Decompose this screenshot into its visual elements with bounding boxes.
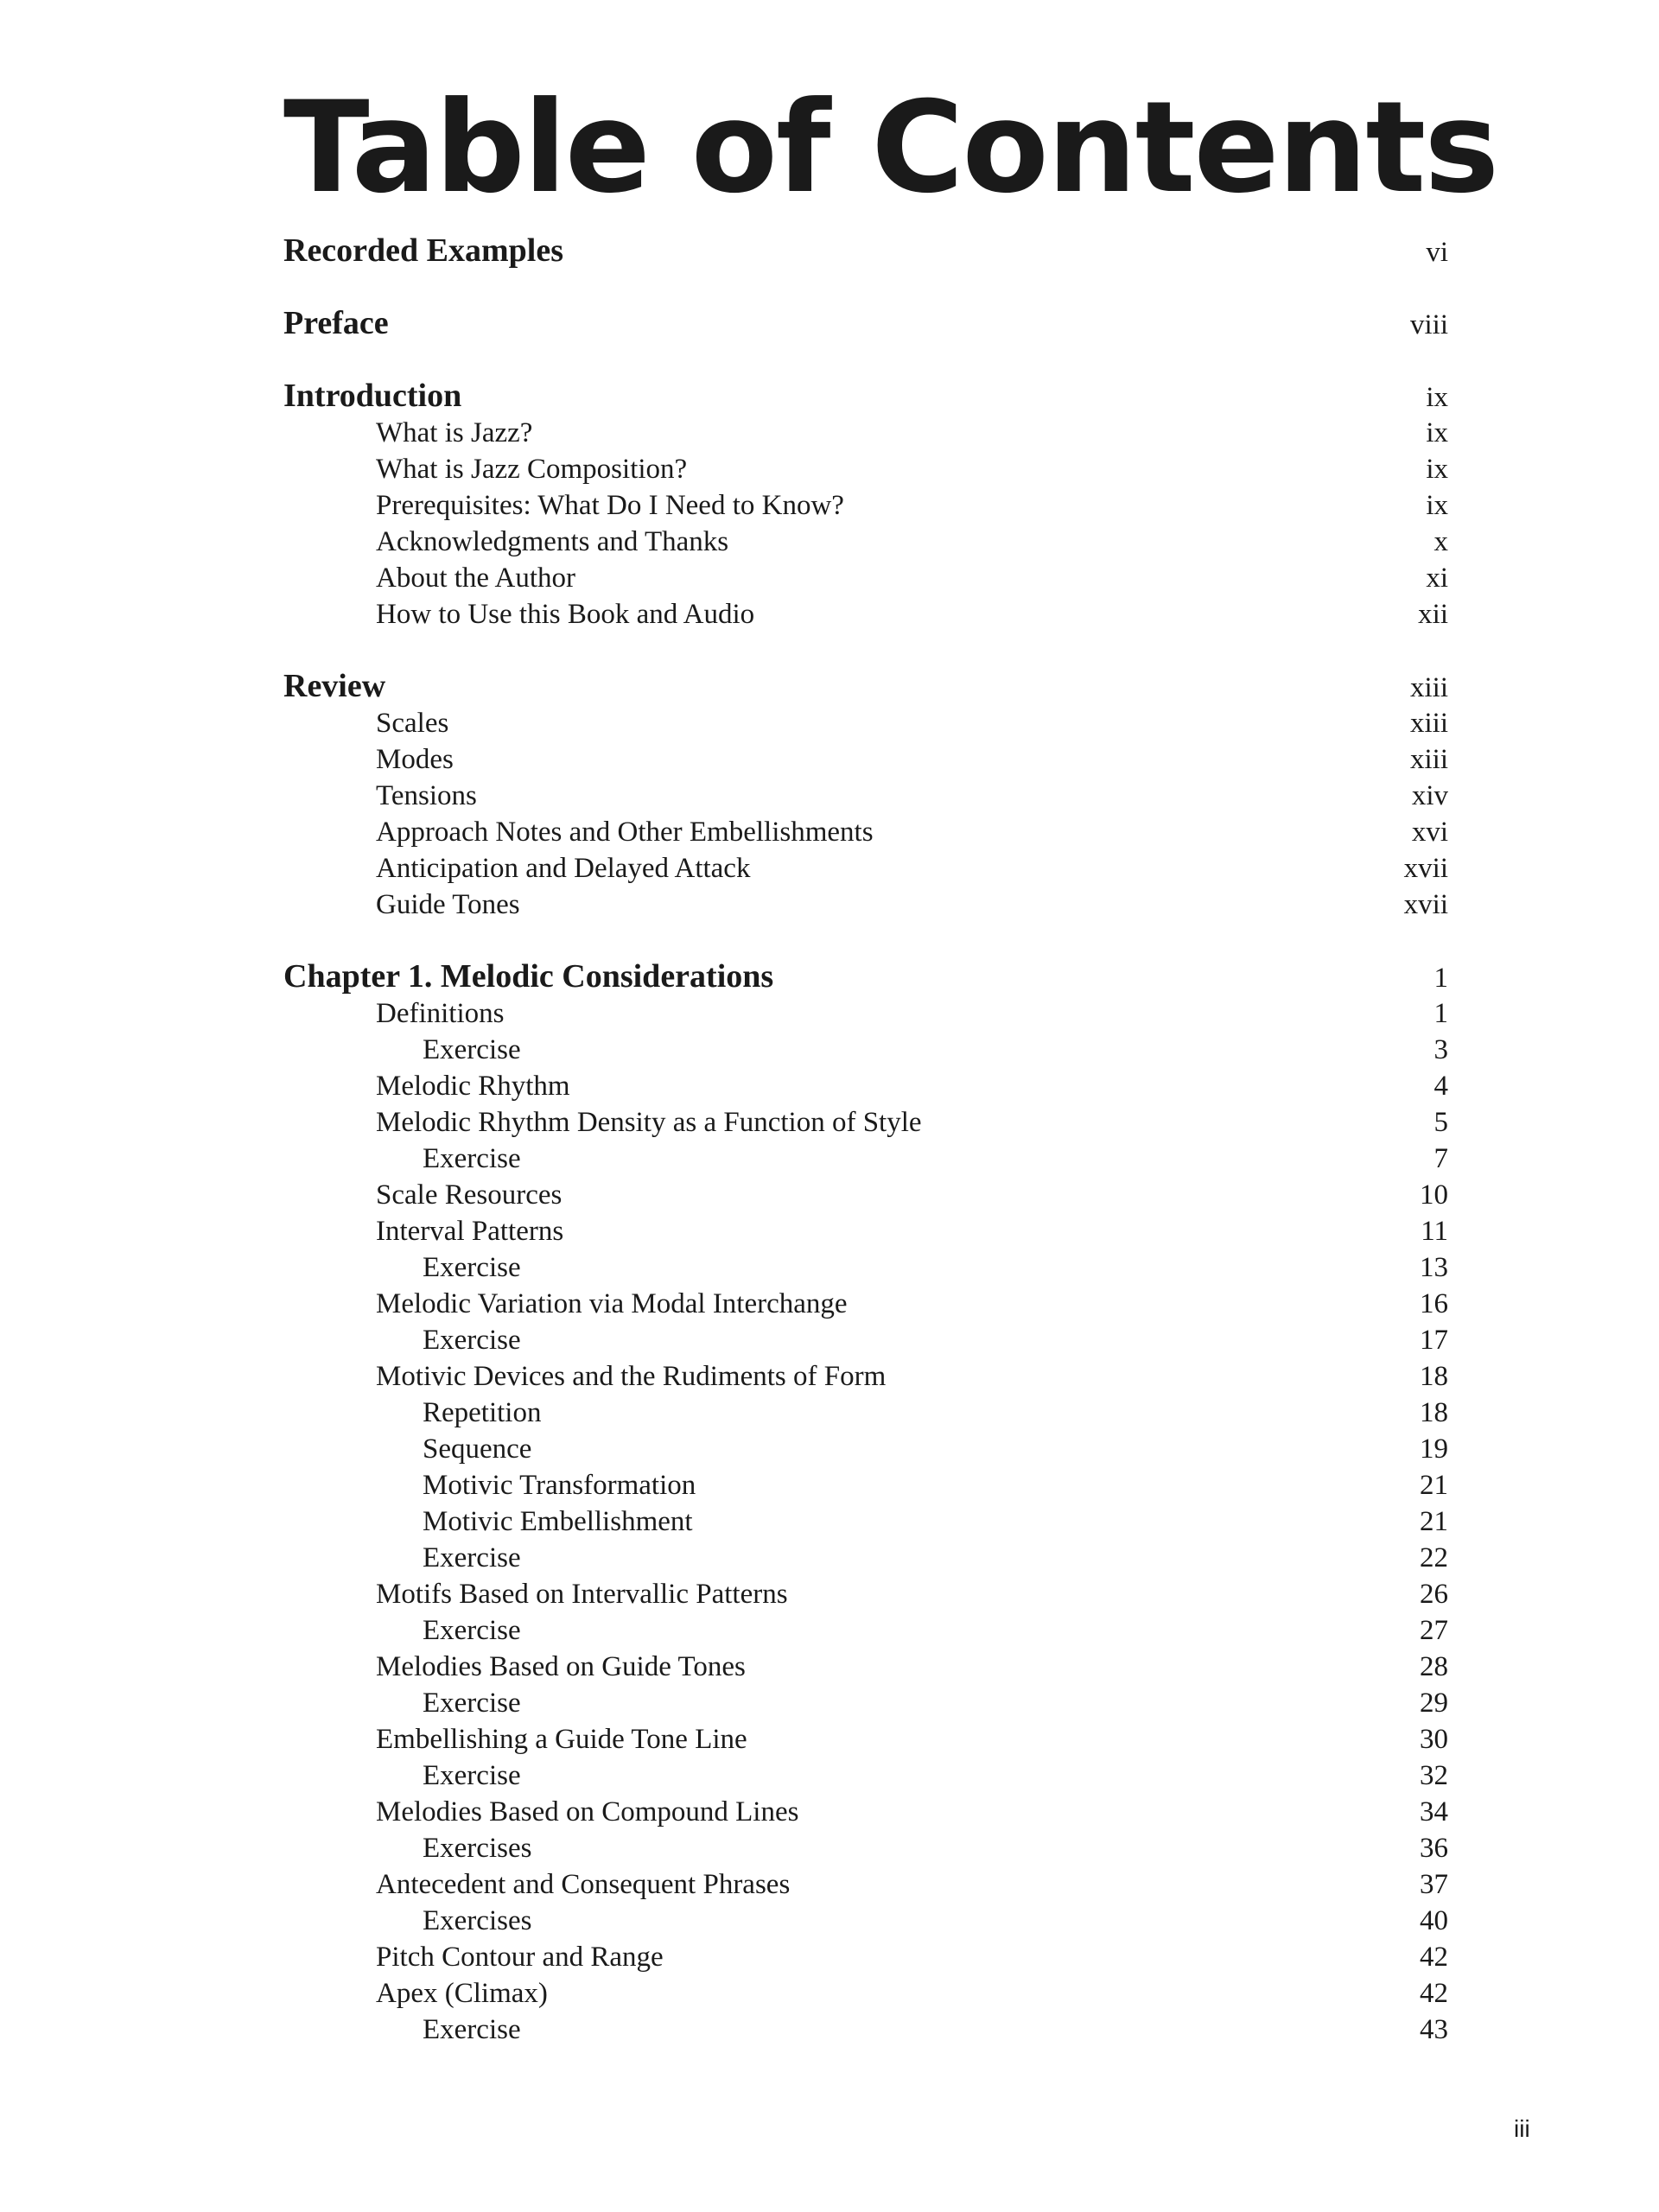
toc-entry-title: Sequence	[423, 1433, 532, 1465]
toc-entry	[283, 1939, 1448, 1975]
toc-subentry	[283, 1758, 1448, 1794]
toc-subentry	[283, 1141, 1448, 1177]
toc-entry-title: Exercise	[423, 1325, 521, 1356]
toc-page-number: xii	[1418, 599, 1448, 630]
toc-entry-title: Exercise	[423, 2014, 521, 2045]
toc-entry-title: Scale Resources	[376, 1179, 563, 1211]
toc-entry-title: Exercise	[423, 1760, 521, 1791]
toc-entry-title: Anticipation and Delayed Attack	[376, 853, 751, 884]
toc-entry-title: How to Use this Book and Audio	[376, 599, 755, 630]
toc-entry	[283, 487, 1448, 524]
toc-page-number: 19	[1420, 1433, 1448, 1465]
toc-entry-title: Scales	[376, 708, 449, 739]
toc-subentry	[283, 2012, 1448, 2048]
toc-entry-title: Apex (Climax)	[376, 1978, 548, 2009]
toc-entry	[283, 1358, 1448, 1395]
toc-section-title: Introduction	[283, 378, 462, 414]
toc-entry-title: Repetition	[423, 1397, 542, 1428]
toc-section-heading	[283, 232, 1448, 270]
toc-entry	[283, 560, 1448, 596]
toc-section-title: Review	[283, 668, 386, 704]
toc-page-number: 30	[1420, 1724, 1448, 1755]
toc-entry-title: Approach Notes and Other Embellishments	[376, 817, 874, 848]
toc-page-number: 17	[1420, 1325, 1448, 1356]
toc-entry-title: What is Jazz?	[376, 417, 533, 448]
toc-subentry	[283, 1830, 1448, 1866]
toc-entry	[283, 1975, 1448, 2012]
toc-section-heading	[283, 304, 1448, 342]
toc-subentry	[283, 1612, 1448, 1649]
toc-subentry	[283, 1249, 1448, 1286]
toc-page-number: xiv	[1411, 780, 1448, 811]
toc-page-number: vi	[1426, 237, 1448, 268]
toc-page-number: 42	[1420, 1942, 1448, 1973]
toc-page-number: ix	[1426, 382, 1448, 413]
toc-entry	[283, 1794, 1448, 1830]
toc-page-number: 11	[1421, 1216, 1448, 1247]
toc-entry	[283, 705, 1448, 741]
toc-entry	[283, 524, 1448, 560]
toc-entry-title: Prerequisites: What Do I Need to Know?	[376, 490, 844, 521]
toc-entry-title: Melodic Rhythm Density as a Function of Style	[376, 1107, 922, 1138]
toc-page-number: 42	[1420, 1978, 1448, 2009]
toc-entry-title: Motifs Based on Intervallic Patterns	[376, 1579, 788, 1610]
toc-entry-title: Exercise	[423, 1034, 521, 1065]
toc-entry-title: Motivic Devices and the Rudiments of Form	[376, 1361, 887, 1392]
toc-entry-title: Acknowledgments and Thanks	[376, 526, 729, 557]
toc-page-number: 7	[1433, 1143, 1448, 1174]
toc-page	[283, 74, 1498, 2048]
toc-entry	[283, 778, 1448, 814]
toc-entry-title: Motivic Transformation	[423, 1470, 696, 1501]
toc-entry-title: Exercises	[423, 1905, 532, 1936]
toc-entry-title: Exercise	[423, 1143, 521, 1174]
toc-page-number: 27	[1420, 1615, 1448, 1646]
toc-page-number: ix	[1426, 490, 1448, 521]
toc-page-number: 16	[1420, 1288, 1448, 1319]
toc-subentry	[283, 1395, 1448, 1431]
toc-entry-title: Tensions	[376, 780, 477, 811]
toc-page-number: viii	[1409, 309, 1448, 340]
toc-entry-title: Exercise	[423, 1542, 521, 1573]
toc-entry-title: Guide Tones	[376, 889, 520, 920]
toc-subentry	[283, 1467, 1448, 1503]
toc-subentry	[283, 1431, 1448, 1467]
toc-entry	[283, 741, 1448, 778]
toc-page-number: 4	[1433, 1071, 1448, 1102]
toc-page-number: 37	[1420, 1869, 1448, 1900]
toc-page-number: xiii	[1409, 744, 1448, 775]
toc-page-number: 10	[1420, 1179, 1448, 1211]
toc-page-number: xiii	[1409, 672, 1448, 703]
toc-page-number: 1	[1433, 998, 1448, 1029]
toc-section-title: Preface	[283, 305, 389, 341]
page-title: Table of Contents	[283, 74, 1498, 221]
toc-entry-title: Modes	[376, 744, 454, 775]
toc-section-heading	[283, 957, 1448, 995]
toc-page-number: xi	[1426, 563, 1448, 594]
toc-section-title: Chapter 1. Melodic Considerations	[283, 958, 774, 995]
toc-entry	[283, 1576, 1448, 1612]
toc-subentry	[283, 1540, 1448, 1576]
toc-page-number: xvii	[1403, 853, 1448, 884]
toc-entry	[283, 1177, 1448, 1213]
toc-page-number: 18	[1420, 1361, 1448, 1392]
toc-entry-title: Melodies Based on Compound Lines	[376, 1796, 799, 1827]
toc-page-number: 26	[1420, 1579, 1448, 1610]
toc-entry-title: What is Jazz Composition?	[376, 454, 688, 485]
toc-page-number: 21	[1420, 1470, 1448, 1501]
toc-entry-title: Definitions	[376, 998, 505, 1029]
toc-entry	[283, 451, 1448, 487]
toc-list	[283, 232, 1448, 2048]
toc-page-number: 1	[1433, 963, 1448, 994]
toc-page-number: 22	[1420, 1542, 1448, 1573]
toc-entry-title: About the Author	[376, 563, 575, 594]
toc-page-number: 40	[1420, 1905, 1448, 1936]
toc-page-number: 28	[1420, 1651, 1448, 1682]
toc-entry-title: Interval Patterns	[376, 1216, 564, 1247]
toc-subentry	[283, 1032, 1448, 1068]
toc-entry	[283, 1649, 1448, 1685]
toc-entry	[283, 1104, 1448, 1141]
toc-section-heading	[283, 667, 1448, 705]
toc-entry	[283, 887, 1448, 923]
toc-section-heading	[283, 377, 1448, 415]
toc-entry	[283, 1068, 1448, 1104]
toc-entry	[283, 596, 1448, 632]
toc-entry-title: Pitch Contour and Range	[376, 1942, 664, 1973]
toc-subentry	[283, 1503, 1448, 1540]
toc-entry	[283, 995, 1448, 1032]
toc-entry-title: Embellishing a Guide Tone Line	[376, 1724, 747, 1755]
toc-section-title: Recorded Examples	[283, 232, 564, 269]
toc-page-number: 13	[1420, 1252, 1448, 1283]
toc-entry	[283, 415, 1448, 451]
toc-page-number: 18	[1420, 1397, 1448, 1428]
toc-entry	[283, 1721, 1448, 1758]
toc-entry	[283, 1213, 1448, 1249]
toc-entry-title: Exercises	[423, 1833, 532, 1864]
toc-page-number: xiii	[1409, 708, 1448, 739]
toc-subentry	[283, 1322, 1448, 1358]
toc-page-number: xvii	[1403, 889, 1448, 920]
toc-entry	[283, 1866, 1448, 1903]
toc-page-number: 43	[1420, 2014, 1448, 2045]
toc-page-number: 3	[1433, 1034, 1448, 1065]
toc-entry-title: Exercise	[423, 1688, 521, 1719]
toc-page-number: 36	[1420, 1833, 1448, 1864]
toc-subentry	[283, 1903, 1448, 1939]
toc-page-number: 5	[1433, 1107, 1448, 1138]
toc-entry	[283, 850, 1448, 887]
toc-entry-title: Exercise	[423, 1252, 521, 1283]
folio-page-number: iii	[1514, 2115, 1530, 2142]
toc-page-number: x	[1433, 526, 1448, 557]
toc-entry-title: Motivic Embellishment	[423, 1506, 693, 1537]
toc-page-number: 32	[1420, 1760, 1448, 1791]
toc-page-number: ix	[1426, 454, 1448, 485]
toc-page-number: 34	[1420, 1796, 1448, 1827]
toc-page-number: ix	[1426, 417, 1448, 448]
toc-entry-title: Melodies Based on Guide Tones	[376, 1651, 746, 1682]
toc-entry	[283, 1286, 1448, 1322]
toc-page-number: xvi	[1411, 817, 1448, 848]
toc-entry-title: Antecedent and Consequent Phrases	[376, 1869, 791, 1900]
toc-entry-title: Exercise	[423, 1615, 521, 1646]
toc-page-number: 29	[1420, 1688, 1448, 1719]
toc-page-number: 21	[1420, 1506, 1448, 1537]
toc-entry	[283, 814, 1448, 850]
toc-entry-title: Melodic Variation via Modal Interchange	[376, 1288, 848, 1319]
toc-subentry	[283, 1685, 1448, 1721]
toc-entry-title: Melodic Rhythm	[376, 1071, 570, 1102]
